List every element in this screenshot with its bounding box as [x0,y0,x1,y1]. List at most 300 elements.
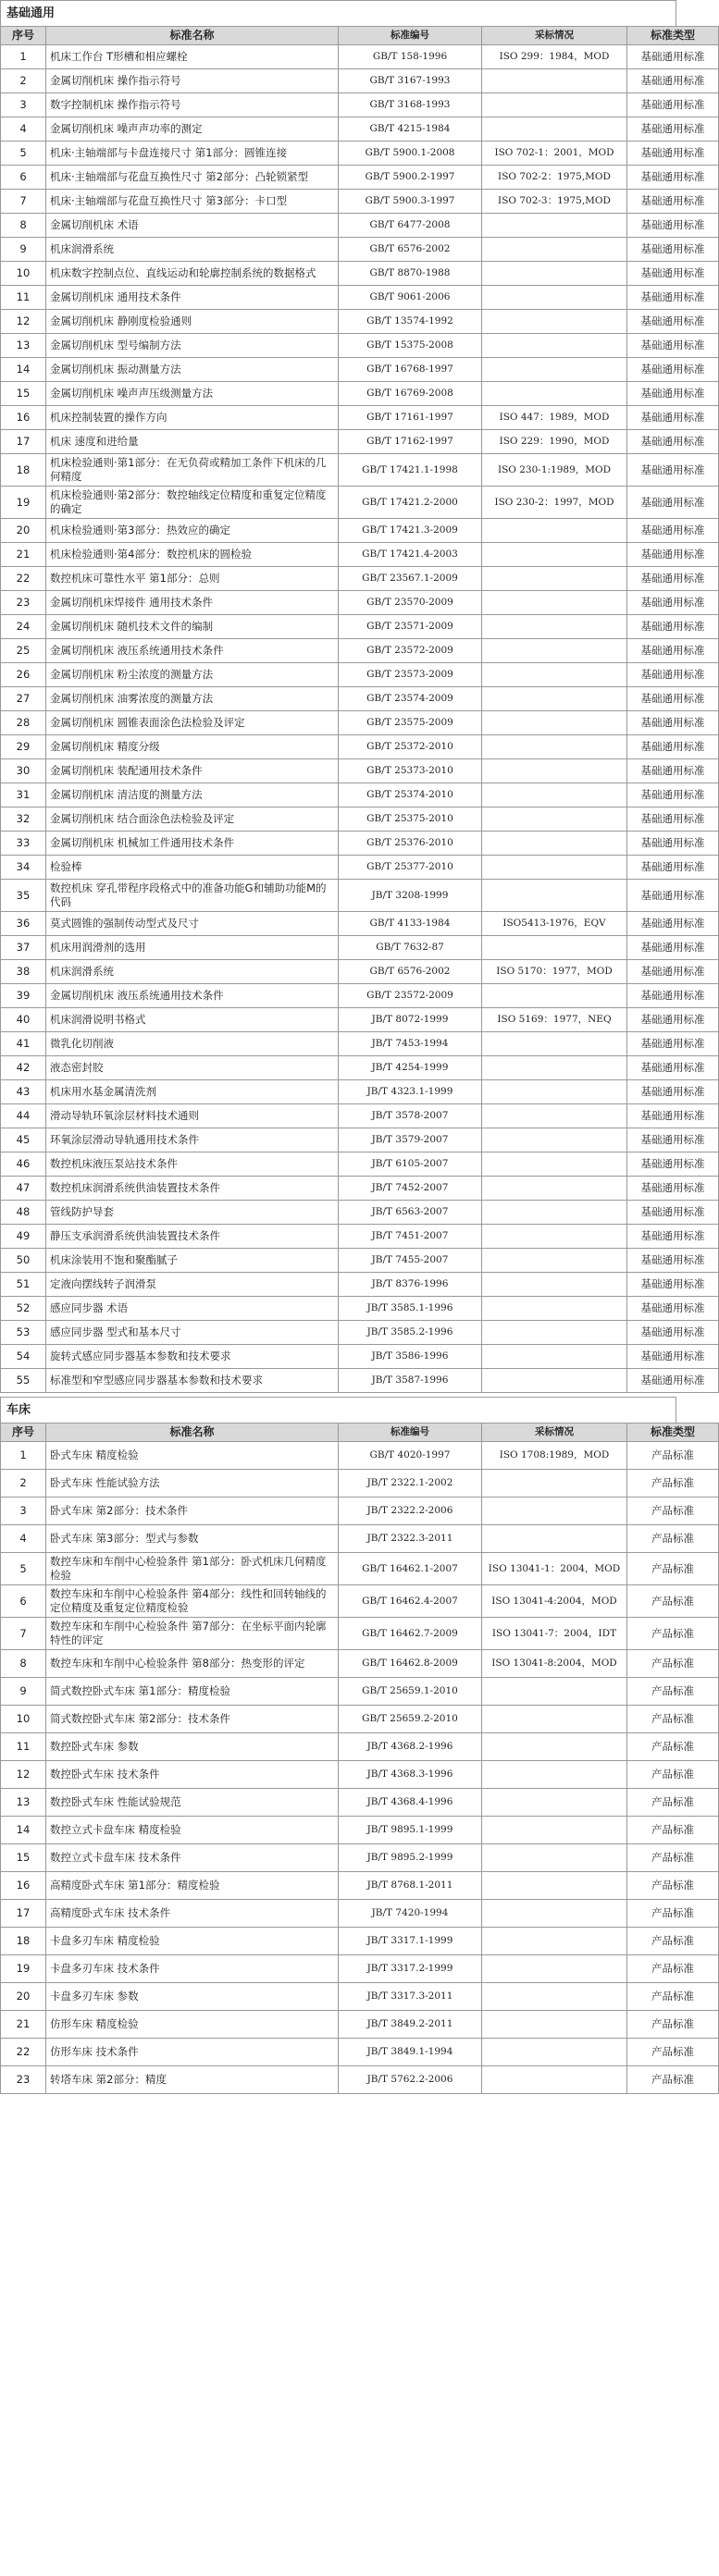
cell-adoption [482,1872,627,1900]
cell-code: GB/T 16462.1-2007 [339,1553,482,1585]
cell-type: 基础通用标准 [627,567,719,591]
cell-code: JB/T 6563-2007 [339,1201,482,1225]
cell-no: 18 [1,1928,46,1955]
table-row [1,1249,719,1273]
cell-adoption: ISO 1708:1989，MOD [482,1442,627,1470]
cell-code: GB/T 3167-1993 [339,69,482,93]
cell-name: 金属切削机床 清洁度的测量方法 [46,783,339,807]
cell-adoption [482,936,627,960]
cell-adoption [482,1789,627,1817]
cell-code: GB/T 23575-2009 [339,711,482,735]
cell-no: 49 [1,1225,46,1249]
cell-no: 16 [1,406,46,430]
cell-code: JB/T 9895.2-1999 [339,1844,482,1872]
cell-name: 机床用水基金属清洗剂 [46,1080,339,1104]
table-row [1,142,719,166]
cell-name: 数控立式卡盘车床 精度检验 [46,1817,339,1844]
table-row [1,1297,719,1321]
cell-no: 54 [1,1345,46,1369]
cell-no: 8 [1,214,46,238]
cell-adoption [482,519,627,543]
cell-type: 基础通用标准 [627,1152,719,1177]
table-row [1,1273,719,1297]
cell-name: 管线防护导套 [46,1201,339,1225]
cell-no: 40 [1,1008,46,1032]
cell-adoption [482,262,627,286]
cell-adoption [482,591,627,615]
table-row [1,1032,719,1056]
cell-name: 机床用润滑剂的选用 [46,936,339,960]
table-body-lathe [1,1442,719,2094]
cell-name: 机床·主轴端部与花盘互换性尺寸 第3部分：卡口型 [46,190,339,214]
table-row [1,960,719,984]
cell-code: GB/T 5900.1-2008 [339,142,482,166]
cell-no: 9 [1,1678,46,1706]
table-row [1,487,719,519]
cell-type: 产品标准 [627,1498,719,1525]
table-row [1,190,719,214]
cell-type: 基础通用标准 [627,1032,719,1056]
cell-name: 卡盘多刃车床 技术条件 [46,1955,339,1983]
cell-adoption [482,69,627,93]
cell-no: 45 [1,1128,46,1152]
cell-type: 基础通用标准 [627,1201,719,1225]
header-type: 标准类型 [627,27,719,45]
cell-code: GB/T 16462.4-2007 [339,1585,482,1618]
cell-no: 17 [1,430,46,454]
cell-name: 仿形车床 技术条件 [46,2039,339,2066]
cell-adoption: ISO 5169：1977，NEQ [482,1008,627,1032]
cell-name: 简式数控卧式车床 第2部分：技术条件 [46,1706,339,1733]
cell-name: 金属切削机床 噪声声压级测量方法 [46,382,339,406]
cell-name: 感应同步器 型式和基本尺寸 [46,1321,339,1345]
cell-adoption [482,1498,627,1525]
header-adoption: 采标情况 [482,1424,627,1442]
cell-no: 3 [1,1498,46,1525]
cell-code: GB/T 25377-2010 [339,856,482,880]
cell-type: 产品标准 [627,1618,719,1650]
cell-no: 1 [1,45,46,69]
table-row [1,166,719,190]
cell-code: GB/T 16462.8-2009 [339,1650,482,1678]
cell-name: 金属切削机床 术语 [46,214,339,238]
cell-type: 产品标准 [627,2066,719,2094]
cell-adoption [482,1297,627,1321]
cell-name: 机床检验通则·第4部分：数控机床的圆检验 [46,543,339,567]
table-row [1,1177,719,1201]
cell-type: 基础通用标准 [627,487,719,519]
table-header-row [1,27,719,45]
cell-code: JB/T 7455-2007 [339,1249,482,1273]
cell-code: JB/T 7451-2007 [339,1225,482,1249]
cell-no: 4 [1,1525,46,1553]
cell-adoption [482,807,627,832]
cell-name: 数控卧式车床 参数 [46,1733,339,1761]
cell-adoption [482,1817,627,1844]
cell-adoption [482,286,627,310]
table-row [1,567,719,591]
cell-type: 基础通用标准 [627,735,719,759]
cell-no: 23 [1,591,46,615]
cell-code: GB/T 17421.2-2000 [339,487,482,519]
cell-adoption [482,1733,627,1761]
cell-name: 机床润滑系统 [46,960,339,984]
cell-no: 5 [1,142,46,166]
cell-code: GB/T 25373-2010 [339,759,482,783]
table-row [1,1585,719,1618]
cell-code: JB/T 3208-1999 [339,880,482,912]
cell-type: 基础通用标准 [627,166,719,190]
table-row [1,1498,719,1525]
table-row [1,1369,719,1393]
cell-code: JB/T 3585.1-1996 [339,1297,482,1321]
cell-no: 22 [1,567,46,591]
cell-adoption [482,687,627,711]
cell-code: JB/T 4368.4-1996 [339,1789,482,1817]
table-row [1,543,719,567]
cell-type: 产品标准 [627,1585,719,1618]
cell-no: 32 [1,807,46,832]
cell-no: 28 [1,711,46,735]
table-row [1,1761,719,1789]
cell-no: 21 [1,543,46,567]
cell-adoption [482,856,627,880]
table-row [1,1080,719,1104]
cell-type: 基础通用标准 [627,358,719,382]
table-row [1,936,719,960]
cell-no: 30 [1,759,46,783]
cell-type: 基础通用标准 [627,214,719,238]
cell-name: 金属切削机床 机械加工件通用技术条件 [46,832,339,856]
cell-adoption [482,1056,627,1080]
cell-type: 基础通用标准 [627,1008,719,1032]
cell-no: 16 [1,1872,46,1900]
cell-type: 基础通用标准 [627,310,719,334]
cell-code: GB/T 7632-87 [339,936,482,960]
cell-no: 14 [1,1817,46,1844]
cell-code: GB/T 17162-1997 [339,430,482,454]
cell-name: 金属切削机床 型号编制方法 [46,334,339,358]
cell-no: 38 [1,960,46,984]
cell-no: 55 [1,1369,46,1393]
cell-code: JB/T 3587-1996 [339,1369,482,1393]
cell-no: 5 [1,1553,46,1585]
cell-type: 基础通用标准 [627,45,719,69]
cell-adoption [482,1678,627,1706]
cell-no: 6 [1,1585,46,1618]
header-type: 标准类型 [627,1424,719,1442]
cell-no: 25 [1,639,46,663]
cell-name: 数控卧式车床 性能试验规范 [46,1789,339,1817]
cell-type: 产品标准 [627,1983,719,2011]
cell-adoption: ISO 13041-4:2004，MOD [482,1585,627,1618]
table-row [1,832,719,856]
cell-adoption: ISO 230-2：1997，MOD [482,487,627,519]
cell-name: 高精度卧式车床 第1部分：精度检验 [46,1872,339,1900]
standards-table-lathe [0,1423,719,2094]
table-row [1,591,719,615]
cell-name: 标准型和窄型感应同步器基本参数和技术要求 [46,1369,339,1393]
cell-name: 金属切削机床 操作指示符号 [46,69,339,93]
cell-no: 47 [1,1177,46,1201]
cell-adoption [482,567,627,591]
cell-adoption [482,639,627,663]
table-row [1,1152,719,1177]
cell-name: 金属切削机床 液压系统通用技术条件 [46,639,339,663]
cell-name: 数控车床和车削中心检验条件 第7部分：在坐标平面内轮廓特性的评定 [46,1618,339,1650]
cell-adoption [482,1525,627,1553]
cell-name: 机床涂装用不饱和聚酯腻子 [46,1249,339,1273]
cell-code: GB/T 8870-1988 [339,262,482,286]
cell-name: 金属切削机床 液压系统通用技术条件 [46,984,339,1008]
cell-type: 产品标准 [627,1928,719,1955]
cell-name: 机床润滑说明书格式 [46,1008,339,1032]
table-row [1,117,719,142]
cell-code: GB/T 16768-1997 [339,358,482,382]
table-row [1,93,719,117]
cell-adoption [482,2066,627,2094]
cell-adoption: ISO 299：1984，MOD [482,45,627,69]
cell-code: JB/T 3849.2-2011 [339,2011,482,2039]
cell-code: JB/T 4323.1-1999 [339,1080,482,1104]
cell-type: 基础通用标准 [627,1345,719,1369]
cell-type: 产品标准 [627,1733,719,1761]
cell-code: JB/T 4368.3-1996 [339,1761,482,1789]
cell-no: 20 [1,1983,46,2011]
cell-no: 33 [1,832,46,856]
cell-name: 检验棒 [46,856,339,880]
cell-name: 金属切削机床 粉尘浓度的测量方法 [46,663,339,687]
section-title-basic: 基础通用 [0,0,676,26]
cell-type: 产品标准 [627,2011,719,2039]
cell-type: 基础通用标准 [627,142,719,166]
header-no: 序号 [1,1424,46,1442]
cell-code: GB/T 4020-1997 [339,1442,482,1470]
cell-code: GB/T 15375-2008 [339,334,482,358]
header-code: 标准编号 [339,1424,482,1442]
cell-code: JB/T 4254-1999 [339,1056,482,1080]
cell-name: 微乳化切削液 [46,1032,339,1056]
cell-adoption: ISO 5170：1977，MOD [482,960,627,984]
cell-no: 18 [1,454,46,487]
cell-adoption [482,1321,627,1345]
table-body-basic [1,45,719,1393]
cell-no: 10 [1,262,46,286]
cell-name: 机床·主轴端部与卡盘连接尺寸 第1部分：圆锥连接 [46,142,339,166]
cell-name: 数控车床和车削中心检验条件 第1部分：卧式机床几何精度检验 [46,1553,339,1585]
table-row [1,639,719,663]
table-row [1,735,719,759]
cell-type: 基础通用标准 [627,1369,719,1393]
cell-code: JB/T 3317.3-2011 [339,1983,482,2011]
cell-no: 6 [1,166,46,190]
cell-code: JB/T 2322.2-2006 [339,1498,482,1525]
cell-type: 产品标准 [627,1789,719,1817]
cell-type: 产品标准 [627,1553,719,1585]
cell-code: GB/T 158-1996 [339,45,482,69]
table-row [1,1104,719,1128]
cell-name: 旋转式感应同步器基本参数和技术要求 [46,1345,339,1369]
table-row [1,1983,719,2011]
cell-adoption [482,759,627,783]
cell-type: 基础通用标准 [627,936,719,960]
cell-no: 44 [1,1104,46,1128]
table-row [1,856,719,880]
cell-code: GB/T 6576-2002 [339,960,482,984]
table-row [1,238,719,262]
cell-code: GB/T 3168-1993 [339,93,482,117]
cell-code: JB/T 3586-1996 [339,1345,482,1369]
table-row [1,1872,719,1900]
table-row [1,1650,719,1678]
cell-name: 数控机床润滑系统供油装置技术条件 [46,1177,339,1201]
table-row [1,262,719,286]
cell-type: 基础通用标准 [627,93,719,117]
cell-code: JB/T 3317.1-1999 [339,1928,482,1955]
cell-no: 42 [1,1056,46,1080]
cell-type: 基础通用标准 [627,960,719,984]
cell-name: 感应同步器 术语 [46,1297,339,1321]
cell-type: 基础通用标准 [627,759,719,783]
cell-no: 43 [1,1080,46,1104]
cell-name: 数控车床和车削中心检验条件 第8部分：热变形的评定 [46,1650,339,1678]
cell-type: 基础通用标准 [627,591,719,615]
cell-adoption [482,93,627,117]
cell-name: 简式数控卧式车床 第1部分：精度检验 [46,1678,339,1706]
cell-type: 基础通用标准 [627,1249,719,1273]
cell-name: 机床 速度和进给量 [46,430,339,454]
cell-name: 金属切削机床 圆锥表面涂色法检验及评定 [46,711,339,735]
cell-adoption [482,117,627,142]
cell-code: JB/T 8072-1999 [339,1008,482,1032]
cell-code: GB/T 25375-2010 [339,807,482,832]
cell-code: JB/T 5762.2-2006 [339,2066,482,2094]
table-row [1,1201,719,1225]
cell-adoption [482,663,627,687]
table-row [1,1618,719,1650]
table-row [1,1733,719,1761]
cell-name: 金属切削机床 装配通用技术条件 [46,759,339,783]
cell-adoption [482,1761,627,1789]
cell-type: 基础通用标准 [627,117,719,142]
cell-type: 基础通用标准 [627,880,719,912]
cell-no: 34 [1,856,46,880]
cell-type: 产品标准 [627,1844,719,1872]
cell-adoption [482,1273,627,1297]
table-row [1,1525,719,1553]
cell-no: 8 [1,1650,46,1678]
cell-type: 基础通用标准 [627,286,719,310]
cell-adoption [482,1249,627,1273]
cell-code: GB/T 25659.2-2010 [339,1706,482,1733]
cell-type: 产品标准 [627,1650,719,1678]
table-row [1,1128,719,1152]
cell-type: 产品标准 [627,1761,719,1789]
cell-code: JB/T 8768.1-2011 [339,1872,482,1900]
cell-code: GB/T 16462.7-2009 [339,1618,482,1650]
cell-type: 基础通用标准 [627,543,719,567]
cell-no: 22 [1,2039,46,2066]
cell-name: 金属切削机床 结合面涂色法检验及评定 [46,807,339,832]
cell-no: 19 [1,487,46,519]
table-row [1,1678,719,1706]
table-row [1,1789,719,1817]
table-row [1,1321,719,1345]
cell-adoption [482,382,627,406]
cell-no: 24 [1,615,46,639]
cell-name: 金属切削机床 油雾浓度的测量方法 [46,687,339,711]
cell-code: JB/T 9895.1-1999 [339,1817,482,1844]
standards-table-basic [0,26,719,1393]
cell-name: 机床润滑系统 [46,238,339,262]
cell-type: 基础通用标准 [627,1177,719,1201]
cell-adoption [482,2011,627,2039]
cell-code: GB/T 23573-2009 [339,663,482,687]
cell-type: 基础通用标准 [627,190,719,214]
cell-code: GB/T 17421.3-2009 [339,519,482,543]
cell-code: JB/T 4368.2-1996 [339,1733,482,1761]
cell-name: 数控机床液压泵站技术条件 [46,1152,339,1177]
cell-name: 金属切削机床 振动测量方法 [46,358,339,382]
cell-code: JB/T 2322.3-2011 [339,1525,482,1553]
cell-type: 基础通用标准 [627,807,719,832]
cell-no: 26 [1,663,46,687]
cell-name: 数控机床可靠性水平 第1部分：总则 [46,567,339,591]
cell-code: GB/T 25376-2010 [339,832,482,856]
cell-no: 10 [1,1706,46,1733]
table-row [1,1442,719,1470]
cell-adoption: ISO 13041-1：2004，MOD [482,1553,627,1585]
cell-code: GB/T 23572-2009 [339,639,482,663]
table-row [1,430,719,454]
cell-adoption [482,615,627,639]
cell-code: GB/T 6477-2008 [339,214,482,238]
table-row [1,1955,719,1983]
cell-type: 基础通用标准 [627,783,719,807]
cell-no: 12 [1,1761,46,1789]
cell-adoption: ISO 13041-8:2004，MOD [482,1650,627,1678]
cell-name: 金属切削机床 噪声声功率的测定 [46,117,339,142]
cell-adoption [482,358,627,382]
cell-name: 静压支承润滑系统供油装置技术条件 [46,1225,339,1249]
table-row [1,1553,719,1585]
cell-type: 基础通用标准 [627,69,719,93]
table-row [1,358,719,382]
cell-code: GB/T 16769-2008 [339,382,482,406]
cell-adoption [482,1844,627,1872]
cell-name: 数控立式卡盘车床 技术条件 [46,1844,339,1872]
cell-no: 23 [1,2066,46,2094]
cell-type: 产品标准 [627,1442,719,1470]
cell-name: 定液向摆线转子润滑泵 [46,1273,339,1297]
cell-no: 2 [1,1470,46,1498]
cell-type: 基础通用标准 [627,1128,719,1152]
cell-type: 基础通用标准 [627,639,719,663]
cell-type: 产品标准 [627,2039,719,2066]
table-row [1,1008,719,1032]
cell-name: 机床数字控制点位、直线运动和轮廓控制系统的数据格式 [46,262,339,286]
cell-name: 转塔车床 第2部分：精度 [46,2066,339,2094]
cell-type: 产品标准 [627,1817,719,1844]
cell-no: 19 [1,1955,46,1983]
cell-code: JB/T 7453-1994 [339,1032,482,1056]
cell-adoption: ISO 229：1990，MOD [482,430,627,454]
cell-code: GB/T 23574-2009 [339,687,482,711]
cell-adoption [482,1104,627,1128]
cell-code: JB/T 3578-2007 [339,1104,482,1128]
cell-name: 金属切削机床焊接件 通用技术条件 [46,591,339,615]
table-row [1,334,719,358]
